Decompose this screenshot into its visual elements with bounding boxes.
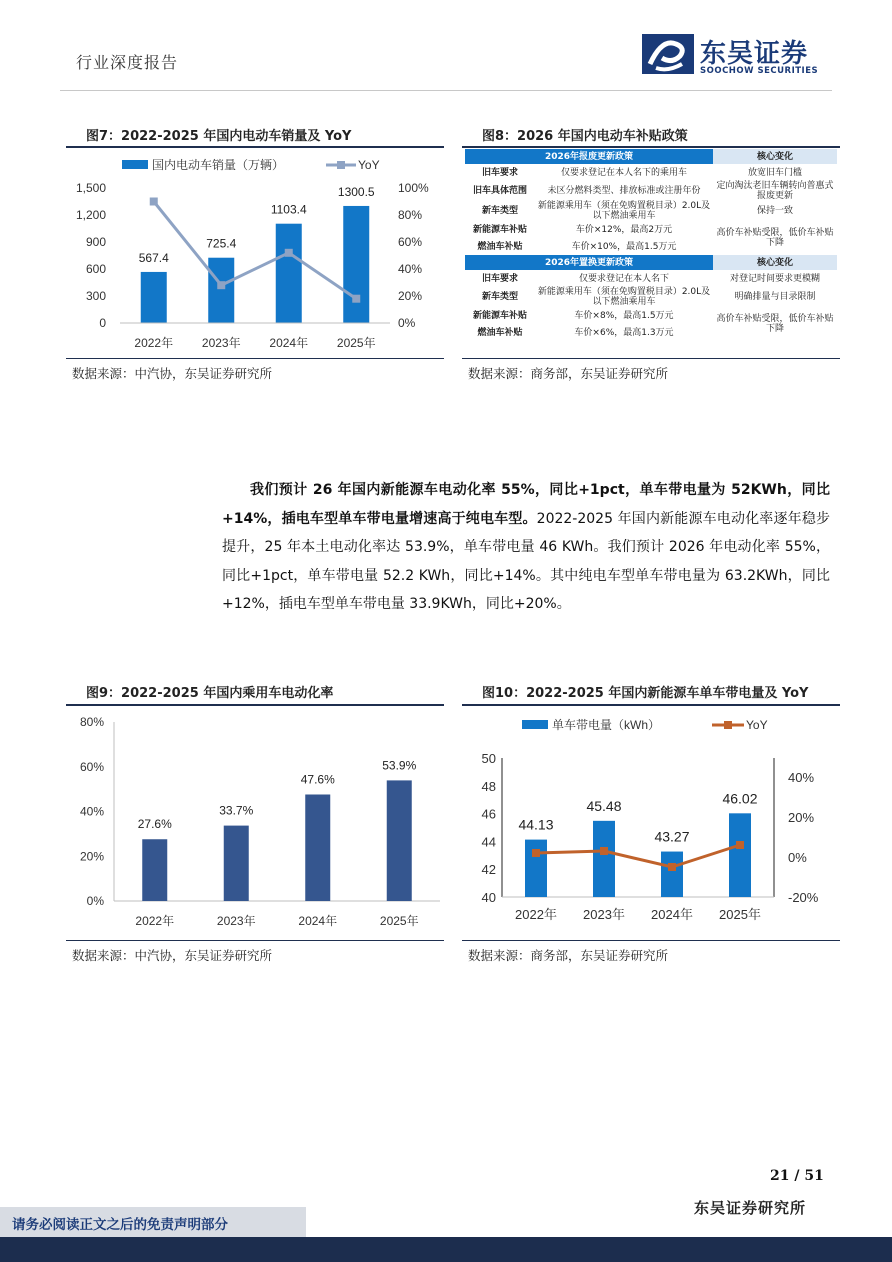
x-tick-label: 2024年 xyxy=(298,914,338,928)
yoy-marker xyxy=(150,198,158,206)
y2-tick-label: 20% xyxy=(398,289,423,303)
y2-tick-label: 100% xyxy=(398,181,429,195)
yoy-marker xyxy=(285,249,293,257)
y-tick-label: 0 xyxy=(99,316,106,330)
policy-value: 仅要求登记在本人名下 xyxy=(578,273,669,284)
bar-data-label: 725.4 xyxy=(206,236,237,251)
policy-key: 旧车要求 xyxy=(481,273,518,284)
policy-value: 仅要求登记在本人名下的乘用车 xyxy=(560,167,687,178)
bar xyxy=(208,258,234,323)
bar-data-label: 53.9% xyxy=(382,758,417,773)
y2-tick-label: 0% xyxy=(788,850,807,865)
section-title: 2026年置换更新政策 xyxy=(465,255,713,270)
legend-line-marker xyxy=(724,721,732,729)
bar xyxy=(661,852,683,897)
fig10-top-rule xyxy=(462,704,840,706)
firm-logo-icon xyxy=(642,34,696,76)
policy-key: 旧车具体范围 xyxy=(472,186,527,196)
x-tick-label: 2022年 xyxy=(515,907,557,922)
bar xyxy=(387,780,412,901)
report-type: 行业深度报告 xyxy=(76,53,179,72)
fig10-title: 图10：2022-2025 年国内新能源车单车带电量及 YoY xyxy=(482,686,809,701)
y-tick-label: 48 xyxy=(481,778,496,794)
y-tick-label: 40 xyxy=(481,890,496,905)
yoy-line xyxy=(154,202,357,299)
x-tick-label: 2024年 xyxy=(651,907,693,922)
policy-row xyxy=(465,201,837,221)
fig7-title: 图7：2022-2025 年国内电动车销量及 YoY xyxy=(86,129,352,144)
bar-data-label: 44.13 xyxy=(518,816,554,833)
bar xyxy=(729,813,751,897)
bar xyxy=(525,840,547,897)
page-number: 21 / 51 xyxy=(770,1168,824,1184)
bar xyxy=(141,272,167,323)
policy-key: 燃油车补贴 xyxy=(477,327,523,338)
policy-row xyxy=(465,287,837,307)
policy-key: 新车类型 xyxy=(481,292,518,302)
bar-data-label: 43.27 xyxy=(654,828,690,845)
y2-tick-label: 80% xyxy=(398,208,423,222)
x-tick-label: 2025年 xyxy=(719,907,761,922)
y-tick-label: 80% xyxy=(79,715,104,729)
firm-name: 东吴证券 xyxy=(700,39,809,69)
footer-bar xyxy=(0,1237,892,1262)
policy-row xyxy=(465,181,837,201)
bar-data-label: 46.02 xyxy=(722,790,758,807)
y2-tick-label: 0% xyxy=(398,316,416,330)
bar xyxy=(305,794,330,901)
x-tick-label: 2025年 xyxy=(379,914,419,928)
y-tick-label: 0% xyxy=(86,894,104,908)
policy-row xyxy=(465,270,837,287)
bar-data-label: 47.6% xyxy=(300,772,335,787)
policy-value: 车价×8%，最高1.5万元 xyxy=(574,310,674,321)
fig9-bottom-rule xyxy=(66,940,444,941)
policy-change: 高价车补贴受限，低价车补贴下降 xyxy=(716,314,834,334)
body-paragraph xyxy=(222,476,830,619)
policy-value: 车价×10%，最高1.5万元 xyxy=(571,241,677,252)
y-tick-label: 46 xyxy=(481,806,496,822)
policy-change: 定向淘汰老旧车辆转向普惠式报废更新 xyxy=(716,181,834,201)
legend-line-label: YoY xyxy=(358,158,380,172)
policy-section-header xyxy=(465,255,837,270)
yoy-marker xyxy=(352,295,360,303)
legend-line-label: YoY xyxy=(746,718,768,732)
bar xyxy=(224,826,249,901)
y-tick-label: 1,200 xyxy=(75,208,106,222)
legend-bar-label: 国内电动车销量（万辆） xyxy=(152,158,285,172)
y-tick-label: 20% xyxy=(79,849,104,864)
policy-row xyxy=(465,164,837,181)
y-tick-label: 44 xyxy=(481,834,496,850)
yoy-marker xyxy=(736,841,744,849)
fig10-bottom-rule xyxy=(462,940,840,941)
fig9-title: 图9：2022-2025 年国内乘用车电动化率 xyxy=(86,686,334,701)
policy-key: 新能源车补贴 xyxy=(472,310,527,321)
y-tick-label: 300 xyxy=(85,289,106,303)
x-tick-label: 2023年 xyxy=(201,336,241,350)
fig10-source: 数据来源：商务部，东吴证券研究所 xyxy=(468,948,669,963)
bar xyxy=(593,821,615,897)
policy-row xyxy=(465,307,837,324)
firm-name-en: SOOCHOW SECURITIES xyxy=(700,66,819,76)
policy-value: 车价×12%，最高2万元 xyxy=(575,224,673,235)
fig9-chart xyxy=(66,708,444,940)
y2-tick-label: -20% xyxy=(788,890,819,905)
x-tick-label: 2022年 xyxy=(134,336,174,350)
y2-tick-label: 40% xyxy=(398,262,423,276)
yoy-marker xyxy=(600,847,608,855)
y-tick-label: 60% xyxy=(79,759,104,774)
legend-bar-swatch xyxy=(522,720,548,729)
legend-line-marker xyxy=(337,161,345,169)
fig8-bottom-rule xyxy=(462,358,840,359)
fig8-policy-table xyxy=(465,149,837,341)
bar xyxy=(343,206,369,323)
policy-key: 新车类型 xyxy=(481,206,518,216)
legend-bar-label: 单车带电量（kWh） xyxy=(552,718,661,732)
y-tick-label: 1,500 xyxy=(75,181,106,195)
fig7-bottom-rule xyxy=(66,358,444,359)
policy-row xyxy=(465,221,837,238)
policy-change: 放宽旧车门槛 xyxy=(747,167,802,178)
x-tick-label: 2025年 xyxy=(336,336,376,350)
y-tick-label: 600 xyxy=(85,262,106,276)
fig10-chart xyxy=(462,708,840,940)
y-tick-label: 900 xyxy=(85,235,106,249)
y2-tick-label: 60% xyxy=(398,235,423,249)
legend-bar-swatch xyxy=(122,160,148,169)
policy-value: 新能源乘用车（须在免购置税目录）2.0L及以下燃油乘用车 xyxy=(537,287,711,307)
change-header: 核心变化 xyxy=(713,149,837,164)
policy-value: 未区分燃料类型、排放标准或注册年份 xyxy=(547,186,701,196)
bar-data-label: 27.6% xyxy=(137,817,172,832)
policy-value: 新能源乘用车（须在免购置税目录）2.0L及以下燃油乘用车 xyxy=(537,201,711,221)
yoy-marker xyxy=(668,863,676,871)
y-tick-label: 50 xyxy=(481,751,496,766)
bar-data-label: 1103.4 xyxy=(270,202,307,217)
y-tick-label: 40% xyxy=(79,804,104,819)
paragraph-bold: 我们预计 26 年国内新能源车电动化率 55%，同比+1pct，单车带电量为 52KWh，同比+14%，插电车型单车带电量增速高于纯电车型。 xyxy=(222,482,830,527)
yoy-line xyxy=(536,845,740,867)
footer-firm: 东吴证券研究所 xyxy=(694,1199,807,1217)
yoy-marker xyxy=(532,849,540,857)
policy-change: 保持一致 xyxy=(756,206,793,216)
x-tick-label: 2023年 xyxy=(583,907,625,922)
x-tick-label: 2023年 xyxy=(216,914,256,928)
x-tick-label: 2024年 xyxy=(269,336,309,350)
policy-change: 高价车补贴受限，低价车补贴下降 xyxy=(716,228,834,248)
disclaimer-text: 请务必阅读正文之后的免责声明部分 xyxy=(12,1217,228,1233)
header-divider xyxy=(60,90,832,91)
policy-change: 明确排量与目录限制 xyxy=(734,292,816,302)
policy-key: 旧车要求 xyxy=(481,167,518,178)
fig7-source: 数据来源：中汽协，东吴证券研究所 xyxy=(72,366,273,381)
fig8-source: 数据来源：商务部，东吴证券研究所 xyxy=(468,366,669,381)
fig9-top-rule xyxy=(66,704,444,706)
policy-change: 对登记时间要求更模糊 xyxy=(729,273,820,284)
y2-tick-label: 20% xyxy=(788,810,815,825)
bar-data-label: 567.4 xyxy=(138,250,169,265)
fig8-top-rule xyxy=(462,146,840,148)
bar xyxy=(276,224,302,323)
fig7-chart xyxy=(66,150,444,358)
bar-data-label: 45.48 xyxy=(586,797,622,814)
policy-key: 燃油车补贴 xyxy=(477,241,523,252)
x-tick-label: 2022年 xyxy=(135,914,175,928)
paragraph-normal: 2022-2025 年国内新能源车电动化率逐年稳步提升，25 年本土电动化率达 53.9%，单车带电量 46 KWh。我们预计 2026 年电动化率 55%，同比+1pct，单车带电量 52.2 KWh，同比+14%。其中纯电车型单车带电量为 63.2KWh，同比+12%，插电车型单车带电量 33.9KWh，同比+20%。 xyxy=(222,510,830,612)
bar xyxy=(142,839,167,901)
yoy-marker xyxy=(217,281,225,289)
bar-data-label: 1300.5 xyxy=(337,184,375,199)
policy-value: 车价×6%，最高1.3万元 xyxy=(574,327,674,338)
y2-tick-label: 40% xyxy=(788,770,815,785)
policy-key: 新能源车补贴 xyxy=(472,224,527,235)
y-tick-label: 42 xyxy=(481,862,496,878)
policy-section-header xyxy=(465,149,837,164)
fig8-title: 图8：2026 年国内电动车补贴政策 xyxy=(482,129,688,144)
fig7-top-rule xyxy=(66,146,444,148)
fig9-source: 数据来源：中汽协，东吴证券研究所 xyxy=(72,948,273,963)
section-title: 2026年报废更新政策 xyxy=(465,149,713,164)
change-header: 核心变化 xyxy=(713,255,837,270)
bar-data-label: 33.7% xyxy=(219,803,254,818)
